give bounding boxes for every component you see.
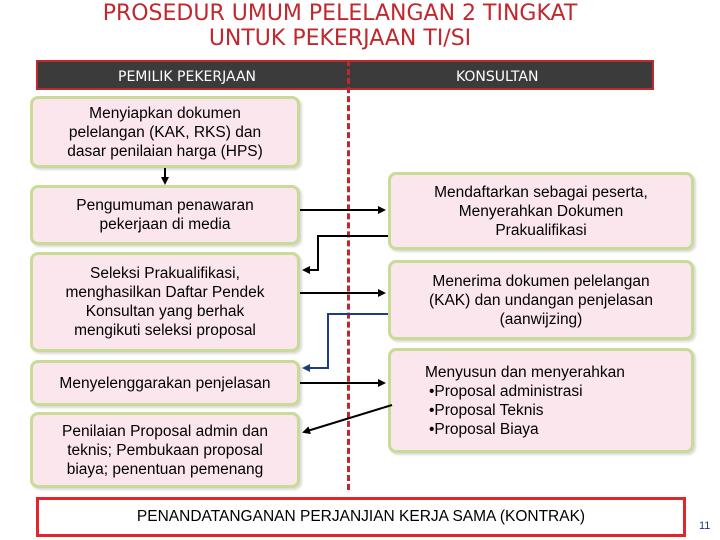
step-prequalification: Seleksi Prakualifikasi, menghasilkan Daftar Pendek Konsultan yang berhak mengikuti seleksi proposal xyxy=(30,252,300,352)
step-evaluate-proposals: Penilaian Proposal admin dan teknis; Pembukaan proposal biaya; penentuan pemenang xyxy=(30,412,300,488)
proposal-bullet-cost: •Proposal Biaya xyxy=(429,420,539,438)
slide-title-line-1: PROSEDUR UMUM PELELANGAN 2 TINGKAT xyxy=(102,1,578,26)
step-register-participant: Mendaftarkan sebagai peserta, Menyerahkan Dokumen Prakualifikasi xyxy=(388,172,694,250)
page-number: 11 xyxy=(699,520,711,532)
step-announce-tender: Pengumuman penawaran pekerjaan di media xyxy=(30,185,300,245)
final-contract-step: PENANDATANGANAN PERJANJIAN KERJA SAMA (KONTRAK) xyxy=(36,497,686,537)
proposal-bullet-technical: •Proposal Teknis xyxy=(429,401,544,419)
proposal-bullet-admin: •Proposal administrasi xyxy=(429,382,583,400)
step-receive-documents: Menerima dokumen pelelangan (KAK) dan undangan penjelasan (aanwijzing) xyxy=(388,260,694,340)
step-hold-explanation: Menyelenggarakan penjelasan xyxy=(30,360,300,406)
proposal-heading: Menyusun dan menyerahkan xyxy=(425,363,625,381)
arrow-receive-to-explanation xyxy=(304,314,388,368)
slide-title-line-2: UNTUK PEKERJAAN TI/SI xyxy=(208,26,472,51)
arrow-register-to-prequalification xyxy=(304,236,388,270)
step-prepare-documents: Menyiapkan dokumen pelelangan (KAK, RKS) dan dasar penilaian harga (HPS) xyxy=(30,96,300,168)
header-consultant-label: KONSULTAN xyxy=(456,69,539,85)
header-owner-label: PEMILIK PEKERJAAN xyxy=(118,69,256,85)
arrow-submit-to-evaluate xyxy=(304,405,392,432)
